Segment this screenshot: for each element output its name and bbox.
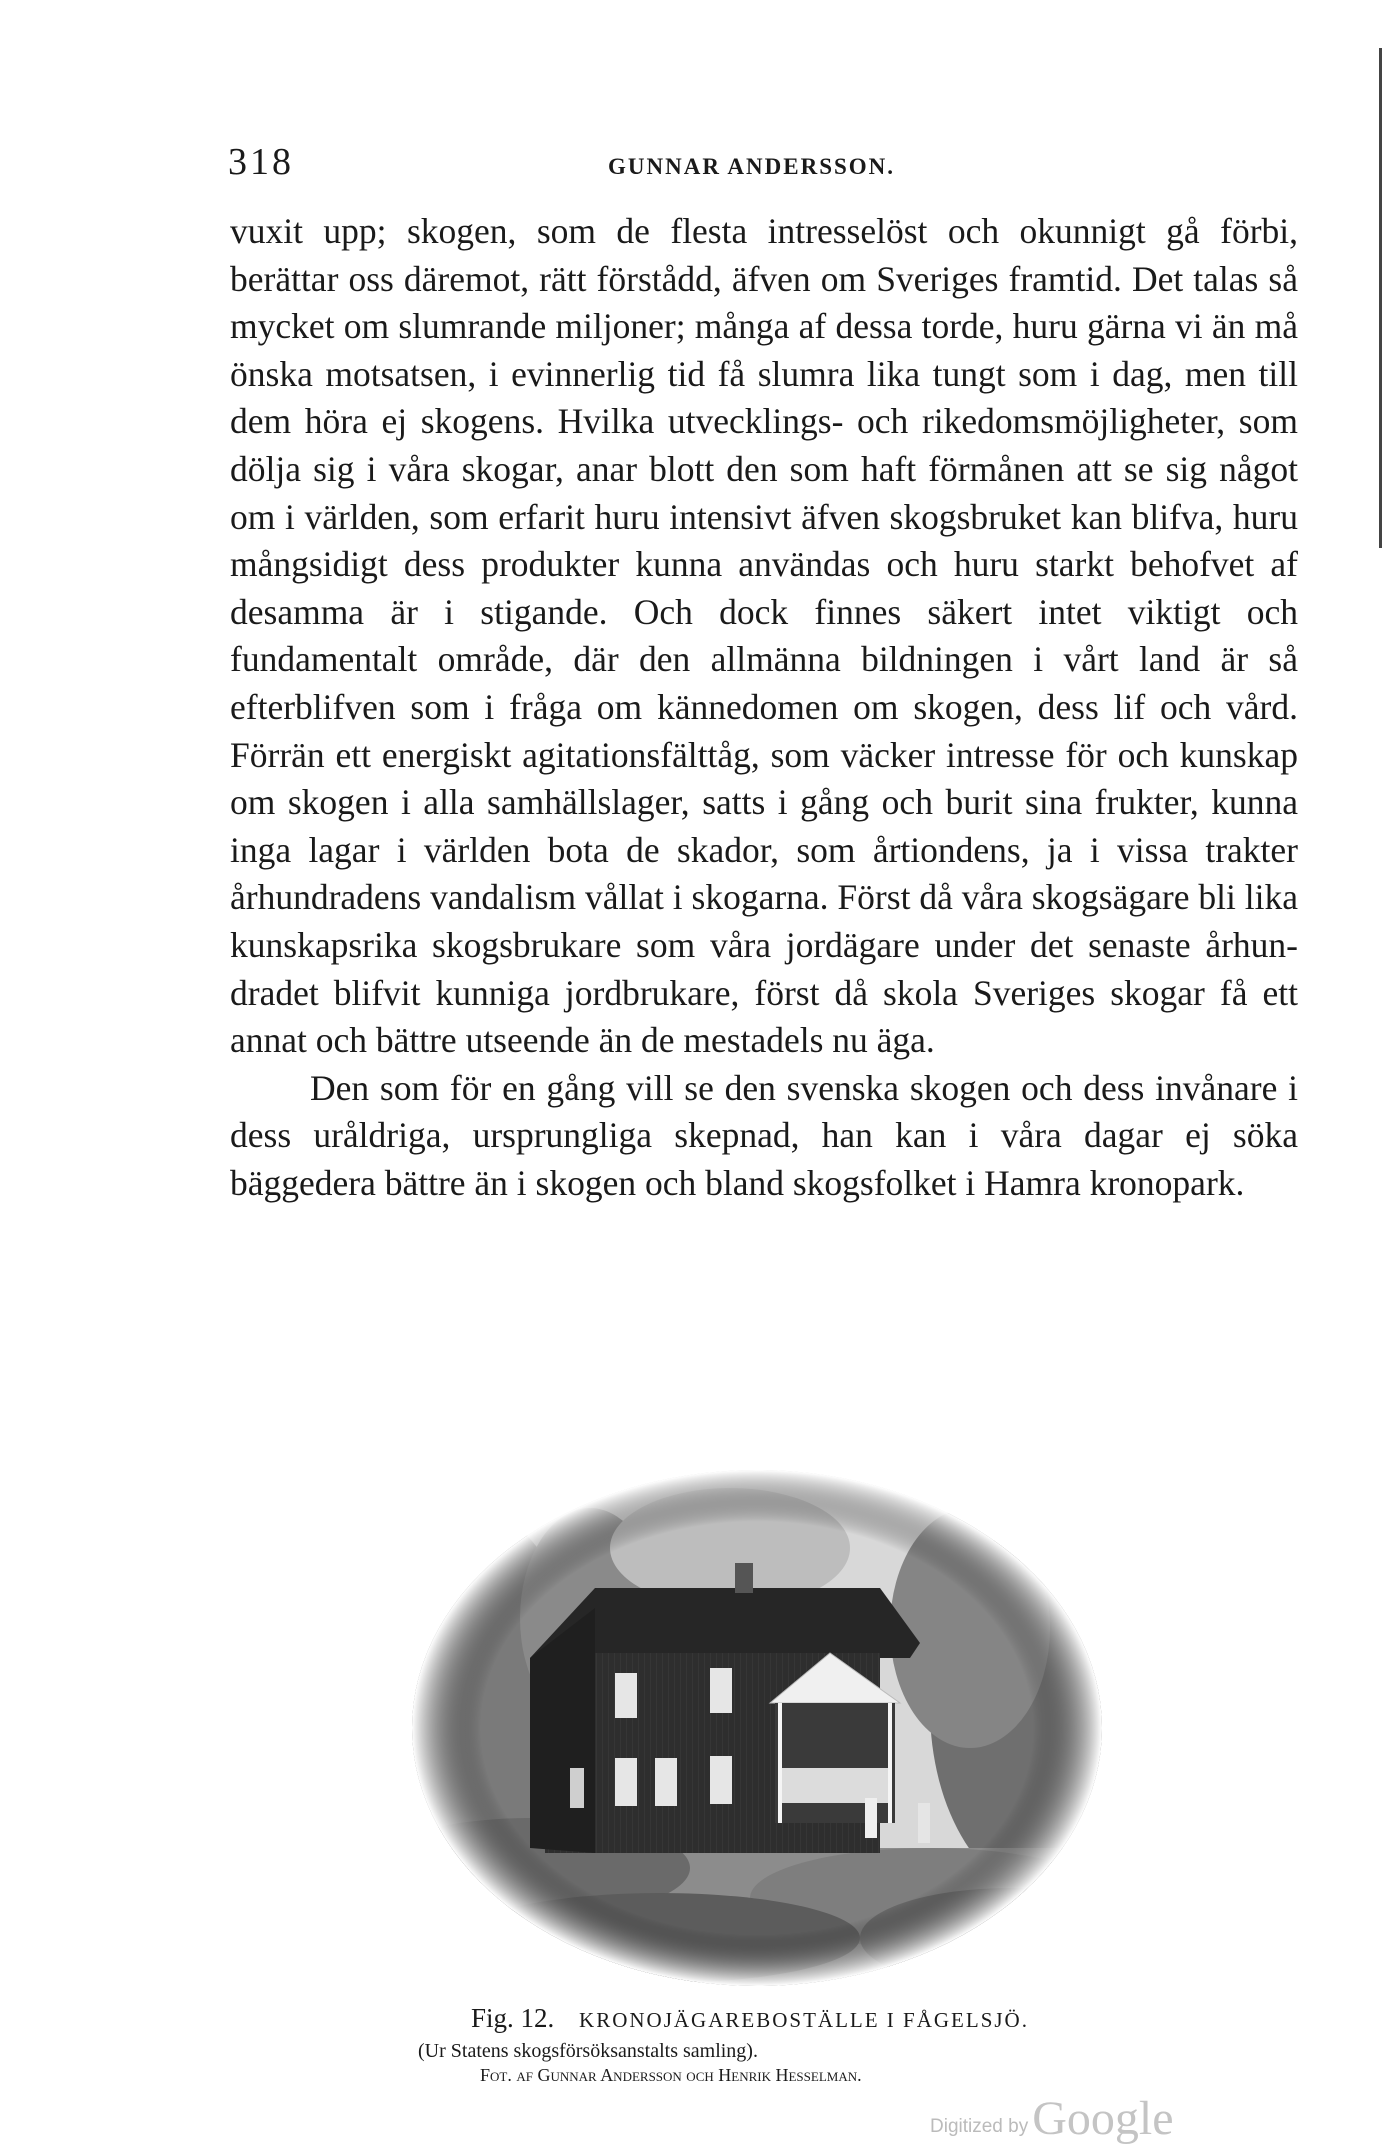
figure-caption: [380, 2003, 1120, 2086]
body-text: [230, 208, 1298, 1207]
figure-credit: Fot. af Gunnar Andersson och Henrik Hesselman.: [480, 2065, 862, 2085]
running-title: GUNNAR ANDERSSON.: [608, 154, 896, 179]
paragraph-1: vuxit upp; skogen, som de flesta intresselöst och okunnigt gå förbi, berättar oss däremot, rätt förstådd, äfven om Sveriges framtid. Det talas så mycket om slumrande miljoner; många af dessa torde, huru gärna vi än må önska motsatsen, i evinnerlig tid få slumra lika tungt som i dag, men till dem höra ej skogens. Hvilka utvecklings- och rikedomsmöjligheter, som dölja sig i våra skogar, anar blott den som haft förmånen att se sig något om i världen, som erfarit huru intensivt äfven skogsbruket kan blifva, huru mångsidigt dess produkter kunna användas och huru starkt behofvet af desamma är i stigande. Och dock finnes säkert intet viktigt och fundamentalt område, där den allmänna bildningen i vårt land är så efterblifven som i fråga om kännedomen om skogen, dess lif och vård. Förrän ett energiskt agitationsfälttåg, som väcker intresse för och kunskap om skogen i alla samhällslager, satts i gång och burit sina frukter, kunna inga lagar i världen bota de skador, som årtiondens, ja i vissa trakter århundradens vandalism vållat i skogarna. Först då våra skogsägare bli lika kunskapsrika skogsbrukare som våra jordägare under det senaste århundradet blifvit kunniga jordbrukare, först då skola Sveriges skogar få ett annat och bättre utseende än de mestadels nu äga.: [230, 211, 1298, 1061]
running-head: [228, 140, 1298, 183]
digitized-watermark: [930, 2092, 1174, 2145]
paragraph-2: Den som för en gång vill se den svenska skogen och dess invånare i dess uråldriga, ursprungliga skepnad, han kan i våra dagar ej söka bäggedera bättre än i skogen och bland skogsfolket i Hamra kronopark.: [230, 1067, 1298, 1203]
page-number: 318: [228, 141, 294, 183]
caption-title-line: [380, 2003, 1120, 2034]
digitized-by-text: Digitized by: [930, 2116, 1029, 2137]
figure-photo: [410, 1468, 1105, 1988]
scan-edge-line: [1379, 48, 1382, 548]
google-logo: Google: [1032, 2092, 1174, 2145]
figure-number: Fig. 12.: [471, 2003, 555, 2033]
house-photograph: [410, 1468, 1105, 1988]
figure-title: KRONOJÄGAREBOSTÄLLE I FÅGELSJÖ.: [579, 2008, 1029, 2032]
figure-source: (Ur Statens skogsförsöksanstalts samling).: [418, 2040, 758, 2062]
